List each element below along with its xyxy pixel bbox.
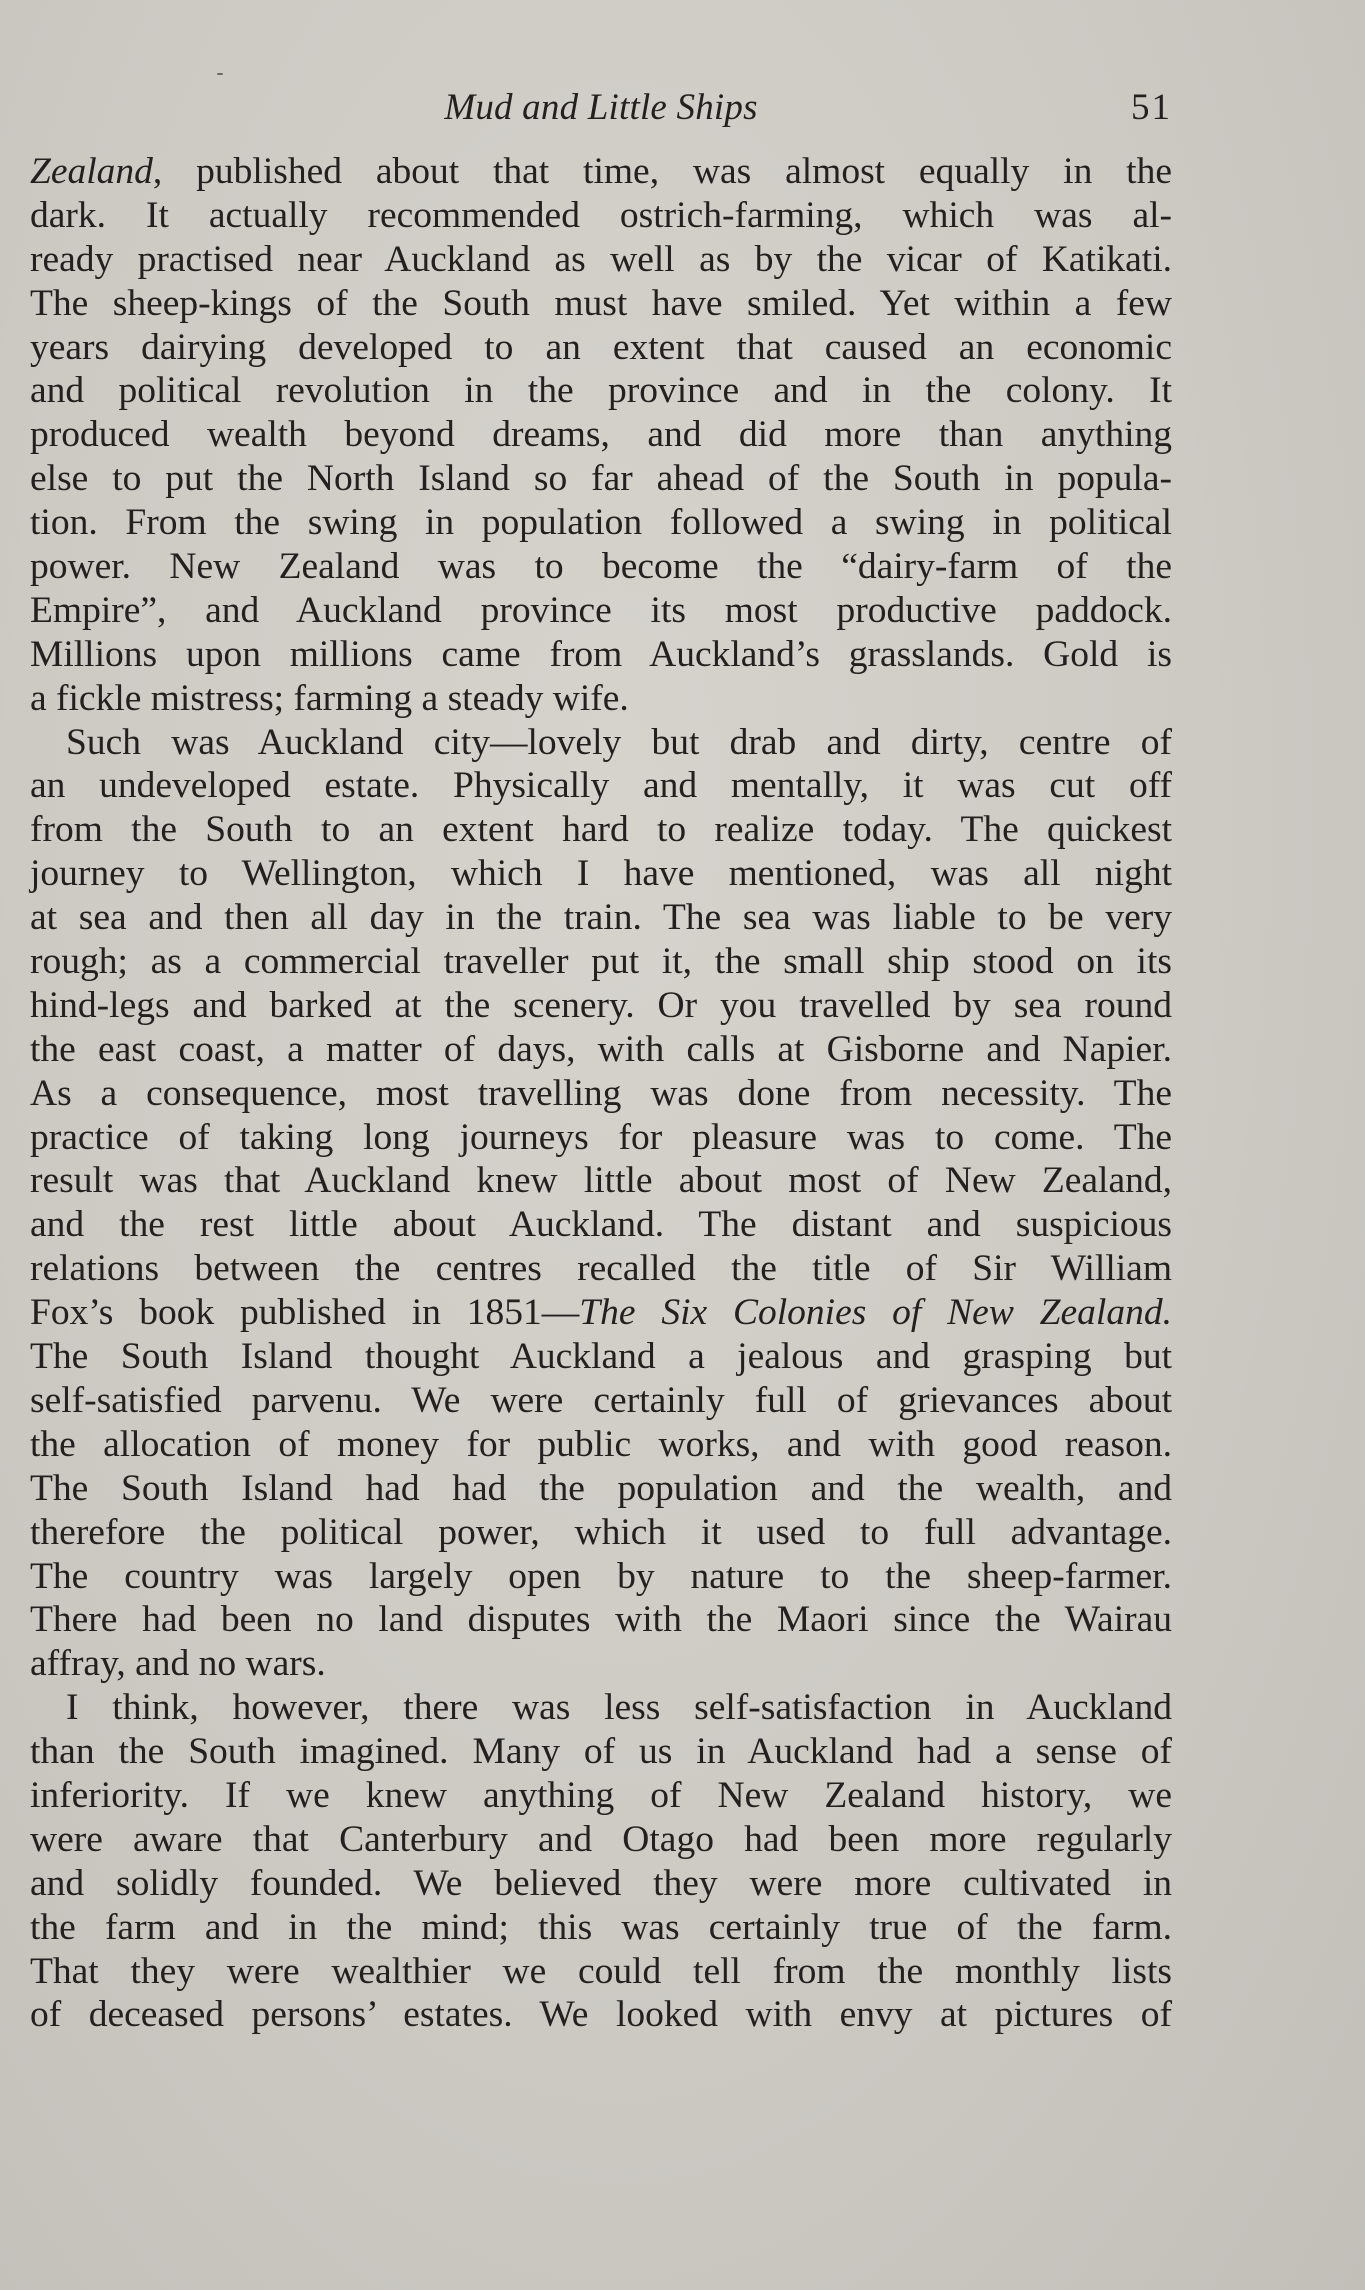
text-line: I think, however, there was less self-satisfaction in Auckland <box>66 1687 1172 1729</box>
running-title: Mud and Little Ships <box>444 87 758 128</box>
text-line: Such was Auckland city—lovely but drab and dirty, centre of <box>66 721 1172 763</box>
text-line: the east coast, a matter of days, with calls at Gisborne and Napier. <box>30 1028 1172 1070</box>
text-line: inferiority. If we knew anything of New Zealand history, we <box>30 1774 1172 1816</box>
page-header <box>30 80 1172 136</box>
text-line: else to put the North Island so far ahead of the South in popula- <box>30 458 1172 500</box>
text-line: The sheep-kings of the South must have smiled. Yet within a few <box>30 282 1172 324</box>
text-line: The country was largely open by nature to the sheep-farmer. <box>30 1555 1172 1597</box>
text-line: Millions upon millions came from Auckland’s grasslands. Gold is <box>30 633 1172 675</box>
text-line: power. New Zealand was to become the “dairy-farm of the <box>30 546 1172 588</box>
text-line-italic-start: Zealand <box>30 151 153 192</box>
text-line: from the South to an extent hard to realize today. The quickest <box>30 809 1172 851</box>
text-line: and solidly founded. We believed they were more cultivated in <box>30 1862 1172 1904</box>
text-line: than the South imagined. Many of us in Auckland had a sense of <box>30 1731 1172 1773</box>
text-line: There had been no land disputes with the Maori since the Wairau <box>30 1599 1172 1641</box>
text-line: an undeveloped estate. Physically and mentally, it was cut off <box>30 765 1172 807</box>
text-line: produced wealth beyond dreams, and did more than anything <box>30 414 1172 456</box>
page-speck <box>217 73 223 75</box>
text-line: That they were wealthier we could tell from the monthly lists <box>30 1950 1172 1992</box>
text-line <box>30 1291 1172 1335</box>
text-line: The South Island had had the population and the wealth, and <box>30 1467 1172 1509</box>
text-line: dark. It actually recommended ostrich-farming, which was al- <box>30 194 1172 236</box>
text-line: ready practised near Auckland as well as by the vicar of Katikati. <box>30 238 1172 280</box>
text-line: a fickle mistress; farming a steady wife. <box>30 677 629 719</box>
text-line: relations between the centres recalled the title of Sir William <box>30 1248 1172 1290</box>
text-line: were aware that Canterbury and Otago had been more regularly <box>30 1818 1172 1860</box>
text-line: the farm and in the mind; this was certainly true of the farm. <box>30 1906 1172 1948</box>
text-line: practice of taking long journeys for pleasure was to come. The <box>30 1116 1172 1158</box>
text-line <box>30 150 1172 194</box>
text-line: years dairying developed to an extent that caused an economic <box>30 326 1172 368</box>
text-line: therefore the political power, which it used to full advantage. <box>30 1511 1172 1553</box>
text-line: affray, and no wars. <box>30 1643 326 1685</box>
page-number: 51 <box>1131 87 1172 128</box>
text-line: hind-legs and barked at the scenery. Or you travelled by sea round <box>30 984 1172 1026</box>
text-line: at sea and then all day in the train. The sea was liable to be very <box>30 897 1172 939</box>
text-line-italic-end: The Six Colonies of New Zealand. <box>579 1292 1172 1334</box>
text-line: result was that Auckland knew little about most of New Zealand, <box>30 1160 1172 1202</box>
text-line: tion. From the swing in population followed a swing in political <box>30 502 1172 544</box>
text-line: and political revolution in the province and in the colony. It <box>30 370 1172 412</box>
text-line-plain-start: Fox’s book published in 1851— <box>30 1292 580 1334</box>
body-text <box>30 150 1172 2037</box>
text-line: the allocation of money for public works, and with good reason. <box>30 1423 1172 1465</box>
text-line: journey to Wellington, which I have mentioned, was all night <box>30 853 1172 895</box>
text-line: Empire”, and Auckland province its most productive paddock. <box>30 589 1172 631</box>
text-line: The South Island thought Auckland a jealous and grasping but <box>30 1336 1172 1378</box>
text-line: self-satisfied parvenu. We were certainly full of grievances about <box>30 1379 1172 1421</box>
text-line: As a consequence, most travelling was done from necessity. The <box>30 1072 1172 1114</box>
text-line: and the rest little about Auckland. The distant and suspicious <box>30 1204 1172 1246</box>
text-line: of deceased persons’ estates. We looked with envy at pictures of <box>30 1994 1172 2036</box>
text-line-rest: , published about that time, was almost equally in the <box>152 151 1172 192</box>
text-line: rough; as a commercial traveller put it, the small ship stood on its <box>30 941 1172 983</box>
